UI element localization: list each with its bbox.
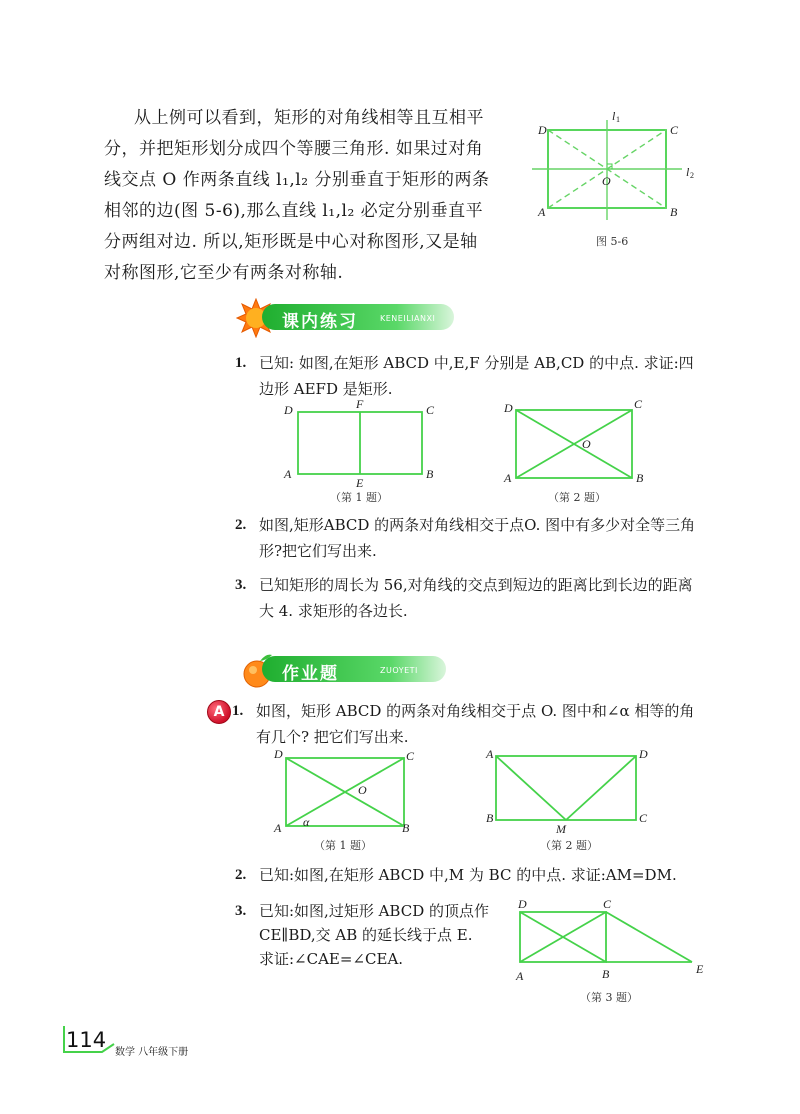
intro-line: 对称图形,它至少有两条对称轴. [104, 263, 344, 283]
item-text-line: 形?把它们写出来. [259, 542, 377, 560]
label-b: B [402, 821, 410, 835]
label-c: C [639, 811, 648, 825]
intro-line: 分两组对边. 所以,矩形既是中心对称图形,又是轴 [104, 232, 478, 252]
homework-figure-1 [270, 746, 430, 856]
item-text-line: 已知矩形的周长为 56,对角线的交点到短边的距离比到长边的距离 [259, 576, 693, 594]
item-number: 2. [235, 517, 247, 533]
fig56-caption: 图 5-6 [596, 235, 629, 248]
fig56-label-l1: l [612, 109, 616, 123]
intro-line: 分，并把矩形划分成四个等腰三角形. 如果过对角 [104, 139, 484, 159]
item-text-line: 大 4. 求矩形的各边长. [259, 602, 408, 620]
practice-figure-1 [280, 398, 450, 508]
caption: （第 2 题） [548, 491, 606, 504]
label-b: B [636, 471, 644, 485]
intro-line: 从上例可以看到，矩形的对角线相等且互相平 [134, 108, 484, 128]
homework-item-3 [235, 898, 515, 976]
caption: （第 3 题） [580, 991, 638, 1004]
label-m: M [556, 822, 566, 836]
label-c: C [603, 897, 612, 911]
item-text-line: 已知:如图,在矩形 ABCD 中,M 为 BC 的中点. 求证:AM=DM. [259, 866, 677, 884]
label-c: C [426, 403, 435, 417]
label-a: A [516, 969, 524, 983]
intro-line: 相邻的边(图 5-6),那么直线 l₁,l₂ 必定分别垂直平 [104, 201, 484, 221]
homework-banner [262, 656, 446, 682]
item-text-line: 已知: 如图,在矩形 ABCD 中,E,F 分别是 AB,CD 的中点. 求证:四 [259, 354, 694, 372]
practice-title: 课内练习 [282, 312, 358, 330]
figure-5-6 [530, 108, 710, 258]
homework-figure-3 [508, 896, 713, 1008]
segment-dm [566, 756, 636, 820]
caption: （第 1 题） [314, 839, 372, 852]
label-o: O [582, 437, 591, 451]
fig56-label-c: C [670, 123, 679, 137]
label-d: D [274, 747, 283, 761]
fig56-label-b: B [670, 205, 678, 219]
intro-line: 线交点 O 作两条直线 l₁,l₂ 分别垂直于矩形的两条 [104, 170, 490, 190]
label-d: D [639, 747, 648, 761]
item-text-line: 如图,矩形ABCD 的两条对角线相交于点O. 图中有多少对全等三角 [259, 516, 696, 534]
practice-item-3 [235, 572, 705, 624]
homework-item-2 [235, 862, 705, 888]
label-b: B [486, 811, 494, 825]
item-number: 3. [235, 577, 247, 593]
item-number: 3. [235, 903, 247, 919]
label-a: A [504, 471, 512, 485]
homework-pinyin: ZUOYETI [380, 666, 418, 675]
item-text-line: 已知:如图,过矩形 ABCD 的顶点作 [259, 902, 489, 920]
label-d: D [504, 401, 513, 415]
page-number: 114 [66, 1028, 107, 1052]
label-b: B [426, 467, 434, 481]
item-text-line: 求证:∠CAE=∠CEA. [259, 950, 404, 968]
item-text-line: 如图，矩形 ABCD 的两条对角线相交于点 O. 图中和∠α 相等的角 [256, 702, 695, 720]
label-o: O [358, 783, 367, 797]
fig56-label-o: O [602, 174, 611, 188]
fig56-label-l2-sub: 2 [690, 171, 694, 180]
homework-item-1 [232, 698, 707, 750]
practice-figure-2 [500, 396, 670, 508]
rectangle-abcd [496, 756, 636, 820]
label-e: E [356, 476, 364, 490]
item-text-line: 有几个? 把它们写出来. [256, 728, 409, 746]
homework-title: 作业题 [282, 664, 339, 682]
book-title: 数学 八年级下册 [115, 1047, 189, 1058]
label-e: E [696, 962, 704, 976]
label-a: A [486, 747, 494, 761]
label-d: D [518, 897, 527, 911]
item-number: 1. [232, 703, 244, 719]
segment-am [496, 756, 566, 820]
fig56-label-l1-sub: 1 [616, 115, 620, 124]
label-f: F [356, 397, 364, 411]
label-d: D [284, 403, 293, 417]
label-a: A [274, 821, 282, 835]
homework-figure-2 [482, 744, 662, 856]
practice-item-1 [235, 350, 705, 402]
intro-paragraph [104, 103, 524, 283]
practice-item-2 [235, 512, 705, 564]
caption: （第 2 题） [540, 839, 598, 852]
level-a-badge: A [207, 700, 231, 724]
fig56-label-a: A [538, 205, 546, 219]
label-c: C [406, 749, 415, 763]
item-number: 2. [235, 867, 247, 883]
segment-ce [606, 912, 692, 962]
practice-banner [262, 304, 454, 330]
label-b: B [602, 967, 610, 981]
practice-pinyin: KENEILIANXI [380, 314, 436, 323]
caption: （第 1 题） [330, 491, 388, 504]
fig56-label-d: D [538, 123, 547, 137]
item-number: 1. [235, 355, 247, 371]
item-text-line: CE∥BD,交 AB 的延长线于点 E. [259, 926, 473, 944]
item-text-line: 边形 AEFD 是矩形. [259, 380, 393, 398]
label-a: A [284, 467, 292, 481]
fig56-label-l2: l [686, 165, 690, 179]
label-alpha: α [303, 815, 310, 829]
label-c: C [634, 397, 643, 411]
